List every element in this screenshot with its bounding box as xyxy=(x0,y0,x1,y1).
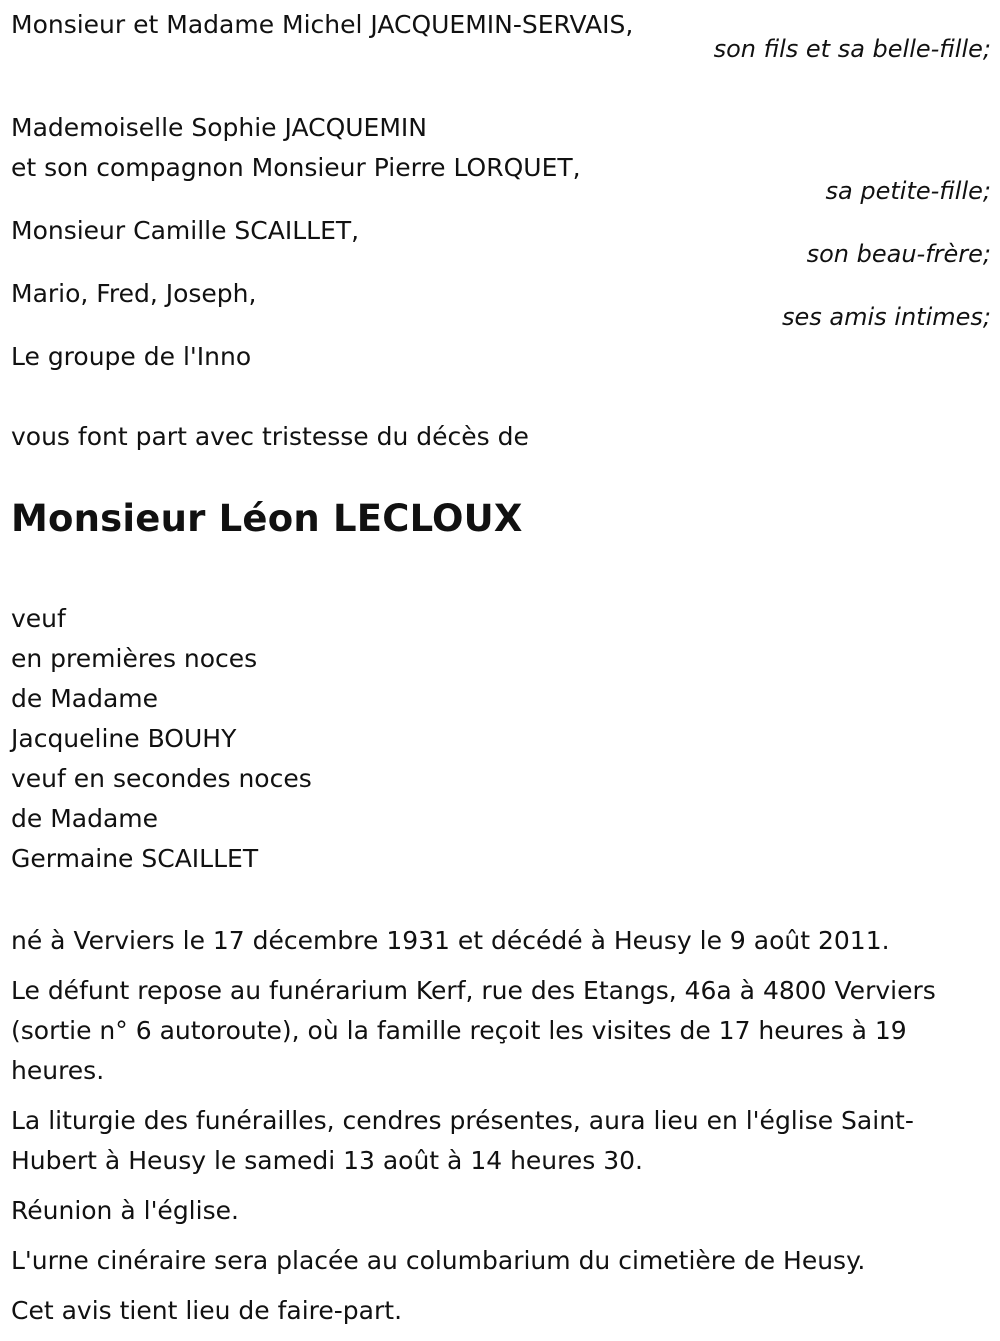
family-entry-brother-in-law xyxy=(11,211,991,274)
family-name-line: Monsieur et Madame Michel JACQUEMIN-SERVAIS, xyxy=(11,10,634,39)
deceased-name: Monsieur Léon LECLOUX xyxy=(11,497,523,540)
widow-line: de Madame xyxy=(11,804,159,833)
widow-line: Germaine SCAILLET xyxy=(11,844,259,873)
widow-line: veuf en secondes noces xyxy=(11,764,312,793)
section-spacer xyxy=(11,879,991,921)
widowhood-details xyxy=(11,599,991,879)
family-entry-son xyxy=(11,5,991,108)
family-name-line: et son compagnon Monsieur Pierre LORQUET, xyxy=(11,153,581,182)
family-name-line: Monsieur Camille SCAILLET, xyxy=(11,216,360,245)
announcement-intro: vous font part avec tristesse du décès de xyxy=(11,422,529,451)
liturgy-info: La liturgie des funérailles, cendres présentes, aura lieu en l'église Saint-Hubert à Heusy le samedi 13 août à 14 heures 30. xyxy=(11,1106,914,1175)
urn-info: L'urne cinéraire sera placée au columbarium du cimetière de Heusy. xyxy=(11,1246,866,1275)
family-name-line: Le groupe de l'Inno xyxy=(11,342,252,371)
family-entry-granddaughter xyxy=(11,108,991,211)
widow-line: de Madame xyxy=(11,684,159,713)
notice-statement: Cet avis tient lieu de faire-part. xyxy=(11,1296,403,1325)
family-entry-friends xyxy=(11,274,991,337)
family-relation: son fils et sa belle-fille; xyxy=(713,35,991,63)
family-relation: ses amis intimes; xyxy=(782,303,991,331)
birth-death-dates: né à Verviers le 17 décembre 1931 et décédé à Heusy le 9 août 2011. xyxy=(11,926,890,955)
funeral-details xyxy=(11,921,991,1331)
family-entry-group xyxy=(11,337,991,417)
obituary-notice xyxy=(11,5,991,1341)
family-relation: son beau-frère; xyxy=(806,240,991,268)
widow-line: Jacqueline BOUHY xyxy=(11,724,237,753)
widow-line: veuf xyxy=(11,604,66,633)
funeral-home-info: Le défunt repose au funérarium Kerf, rue des Etangs, 46a à 4800 Verviers (sortie n° 6 autoroute), où la famille reçoit les visites de 17 heures à 19 heures. xyxy=(11,976,936,1085)
family-relation: sa petite-fille; xyxy=(825,177,991,205)
gathering-info: Réunion à l'église. xyxy=(11,1196,239,1225)
family-name-line: Mario, Fred, Joseph, xyxy=(11,279,257,308)
family-name-line: Mademoiselle Sophie JACQUEMIN xyxy=(11,113,427,142)
widow-line: en premières noces xyxy=(11,644,258,673)
